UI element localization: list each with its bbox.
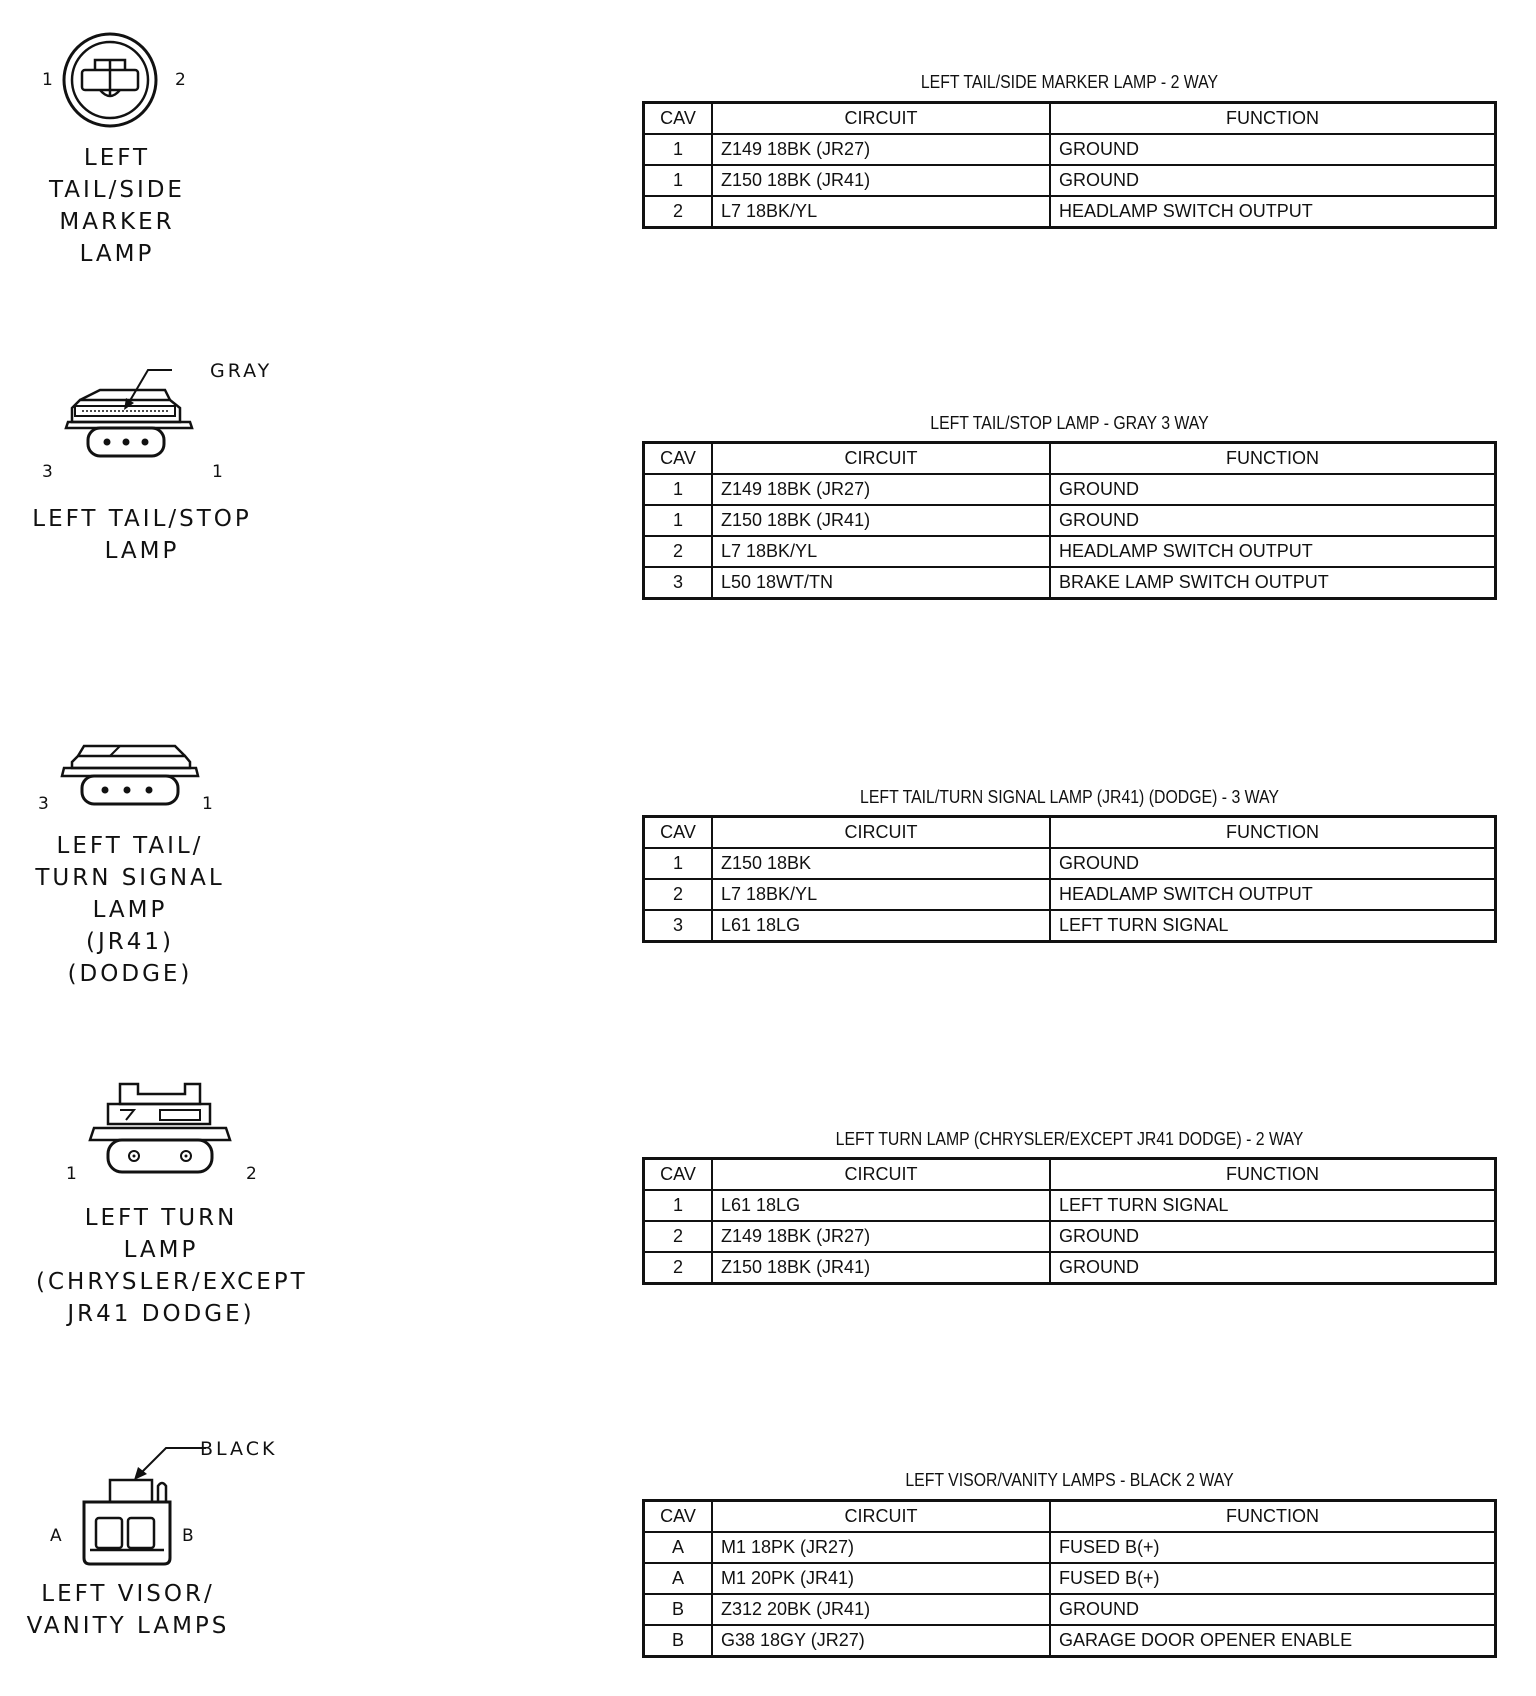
connector-color-tag: GRAY — [210, 360, 273, 382]
label-line: LEFT VISOR/ — [41, 1581, 215, 1607]
table-row — [644, 1190, 1496, 1221]
pin-label: 3 — [42, 462, 53, 482]
pin-label: B — [182, 1526, 194, 1546]
cell-cav: 2 — [644, 536, 713, 567]
cell-function: GROUND — [1050, 165, 1496, 196]
pin-label: 1 — [66, 1164, 77, 1184]
label-line: LAMP — [104, 538, 180, 564]
cell-circuit: Z150 18BK (JR41) — [712, 505, 1050, 536]
cell-circuit: M1 20PK (JR41) — [712, 1563, 1050, 1594]
cell-circuit: L50 18WT/TN — [712, 567, 1050, 599]
label-line: LEFT TAIL/STOP — [32, 506, 252, 532]
pin-label: 3 — [38, 794, 49, 814]
cell-function: FUSED B(+) — [1050, 1532, 1496, 1563]
label-line: (DODGE) — [67, 961, 193, 987]
header-cav: CAV — [644, 1159, 713, 1191]
table-row — [644, 1594, 1496, 1625]
cell-function: GARAGE DOOR OPENER ENABLE — [1050, 1625, 1496, 1657]
two-way-connector-icon — [20, 1080, 240, 1190]
header-circuit: CIRCUIT — [712, 1501, 1050, 1533]
pin-label: 1 — [212, 462, 223, 482]
table-row — [644, 848, 1496, 879]
cell-function: LEFT TURN SIGNAL — [1050, 910, 1496, 942]
cell-function: FUSED B(+) — [1050, 1563, 1496, 1594]
table-title: LEFT TAIL/TURN SIGNAL LAMP (JR41) (DODGE) - 3 WAY — [860, 787, 1279, 807]
cell-cav: 1 — [644, 474, 713, 505]
header-circuit: CIRCUIT — [712, 103, 1050, 135]
cell-circuit: Z150 18BK (JR41) — [712, 1252, 1050, 1284]
cell-circuit: Z149 18BK (JR27) — [712, 474, 1050, 505]
connector-table — [642, 441, 1497, 600]
label-line: VANITY LAMPS — [26, 1613, 230, 1639]
table-header-row — [644, 443, 1496, 475]
table-title: LEFT TAIL/STOP LAMP - GRAY 3 WAY — [930, 413, 1209, 433]
header-function: FUNCTION — [1050, 1501, 1496, 1533]
label-line: (JR41) — [86, 929, 174, 955]
connector-table — [642, 1157, 1497, 1285]
table-row — [644, 505, 1496, 536]
cell-cav: 1 — [644, 505, 713, 536]
cell-circuit: Z150 18BK (JR41) — [712, 165, 1050, 196]
table-row — [644, 910, 1496, 942]
cell-circuit: Z149 18BK (JR27) — [712, 134, 1050, 165]
cell-cav: A — [644, 1532, 713, 1563]
table-header-row — [644, 1159, 1496, 1191]
cell-circuit: L7 18BK/YL — [712, 879, 1050, 910]
cell-cav: 1 — [644, 165, 713, 196]
pin-label: 2 — [246, 1164, 257, 1184]
table-row — [644, 1563, 1496, 1594]
cell-function: GROUND — [1050, 1594, 1496, 1625]
label-line: LAMP — [123, 1237, 199, 1263]
header-circuit: CIRCUIT — [712, 443, 1050, 475]
header-function: FUNCTION — [1050, 817, 1496, 849]
connector-table — [642, 1499, 1497, 1658]
table-row — [644, 536, 1496, 567]
cell-cav: 1 — [644, 134, 713, 165]
connector-label — [5, 830, 255, 990]
cell-cav: 3 — [644, 567, 713, 599]
cell-cav: 2 — [644, 1221, 713, 1252]
header-circuit: CIRCUIT — [712, 817, 1050, 849]
connector-label — [0, 142, 242, 270]
cell-function: BRAKE LAMP SWITCH OUTPUT — [1050, 567, 1496, 599]
cell-cav: 2 — [644, 1252, 713, 1284]
header-function: FUNCTION — [1050, 443, 1496, 475]
table-header-row — [644, 103, 1496, 135]
cell-function: GROUND — [1050, 1252, 1496, 1284]
cell-cav: 1 — [644, 848, 713, 879]
header-function: FUNCTION — [1050, 103, 1496, 135]
header-function: FUNCTION — [1050, 1159, 1496, 1191]
cell-function: HEADLAMP SWITCH OUTPUT — [1050, 196, 1496, 228]
connector-label — [17, 503, 267, 567]
label-line: LEFT TAIL/ — [56, 833, 204, 859]
cell-circuit: L7 18BK/YL — [712, 536, 1050, 567]
cell-function: HEADLAMP SWITCH OUTPUT — [1050, 536, 1496, 567]
header-cav: CAV — [644, 1501, 713, 1533]
cell-function: HEADLAMP SWITCH OUTPUT — [1050, 879, 1496, 910]
header-cav: CAV — [644, 103, 713, 135]
connector-table — [642, 815, 1497, 943]
label-line: MARKER — [59, 209, 175, 235]
connector-label — [3, 1578, 253, 1642]
pin-label: 1 — [42, 70, 53, 90]
pin-label: 1 — [202, 794, 213, 814]
header-circuit: CIRCUIT — [712, 1159, 1050, 1191]
cell-function: GROUND — [1050, 474, 1496, 505]
cell-function: GROUND — [1050, 1221, 1496, 1252]
three-way-connector-icon — [20, 740, 220, 820]
table-row — [644, 474, 1496, 505]
header-cav: CAV — [644, 817, 713, 849]
cell-circuit: Z312 20BK (JR41) — [712, 1594, 1050, 1625]
label-line: LAMP — [79, 241, 155, 267]
cell-function: GROUND — [1050, 505, 1496, 536]
label-line: (CHRYSLER/EXCEPT — [36, 1269, 308, 1295]
cell-circuit: G38 18GY (JR27) — [712, 1625, 1050, 1657]
label-line: TURN SIGNAL — [35, 865, 225, 891]
table-row — [644, 879, 1496, 910]
label-line: LEFT — [83, 145, 151, 171]
table-row — [644, 1532, 1496, 1563]
label-line: LAMP — [92, 897, 168, 923]
table-row — [644, 567, 1496, 599]
label-line: TAIL/SIDE — [49, 177, 185, 203]
pin-label: 2 — [175, 70, 186, 90]
cell-cav: 1 — [644, 1190, 713, 1221]
table-row — [644, 134, 1496, 165]
table-row — [644, 165, 1496, 196]
cell-cav: 2 — [644, 879, 713, 910]
cell-circuit: M1 18PK (JR27) — [712, 1532, 1050, 1563]
cell-circuit: L61 18LG — [712, 1190, 1050, 1221]
table-row — [644, 196, 1496, 228]
cell-circuit: Z149 18BK (JR27) — [712, 1221, 1050, 1252]
table-row — [644, 1625, 1496, 1657]
connector-color-tag: BLACK — [200, 1438, 278, 1460]
table-title: LEFT TAIL/SIDE MARKER LAMP - 2 WAY — [920, 72, 1219, 92]
table-row — [644, 1252, 1496, 1284]
pin-label: A — [50, 1526, 62, 1546]
cell-circuit: Z150 18BK — [712, 848, 1050, 879]
label-line: LEFT TURN — [84, 1205, 238, 1231]
label-line: JR41 DODGE) — [67, 1301, 255, 1327]
cell-cav: 3 — [644, 910, 713, 942]
cell-cav: B — [644, 1594, 713, 1625]
cell-circuit: L7 18BK/YL — [712, 196, 1050, 228]
table-header-row — [644, 817, 1496, 849]
table-row — [644, 1221, 1496, 1252]
cell-cav: A — [644, 1563, 713, 1594]
connector-table — [642, 101, 1497, 229]
cell-cav: B — [644, 1625, 713, 1657]
table-title: LEFT TURN LAMP (CHRYSLER/EXCEPT JR41 DODGE) - 2 WAY — [835, 1129, 1304, 1149]
cell-cav: 2 — [644, 196, 713, 228]
table-header-row — [644, 1501, 1496, 1533]
cell-function: GROUND — [1050, 848, 1496, 879]
cell-function: GROUND — [1050, 134, 1496, 165]
connector-label — [36, 1202, 308, 1330]
table-title: LEFT VISOR/VANITY LAMPS - BLACK 2 WAY — [905, 1470, 1234, 1490]
header-cav: CAV — [644, 443, 713, 475]
cell-function: LEFT TURN SIGNAL — [1050, 1190, 1496, 1221]
cell-circuit: L61 18LG — [712, 910, 1050, 942]
